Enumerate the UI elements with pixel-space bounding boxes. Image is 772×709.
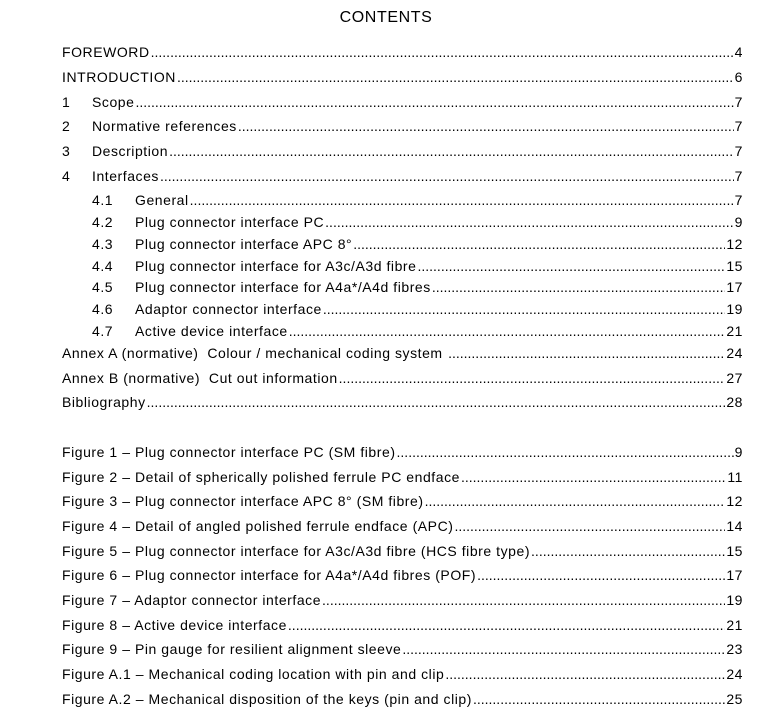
toc-page-number: 12: [726, 236, 743, 252]
figure-entry-label: Figure 9 – Pin gauge for resilient alignment sleeve: [62, 641, 402, 657]
figure-page-number: 19: [726, 592, 743, 608]
dot-leader: [477, 567, 725, 583]
figure-entry-8[interactable]: [62, 617, 743, 635]
toc-page-number: 17: [726, 279, 743, 295]
toc-page-number: 28: [726, 394, 743, 410]
figure-page-number: 11: [727, 469, 743, 485]
dot-leader: [353, 236, 725, 252]
toc-entry-scope[interactable]: [62, 94, 743, 112]
toc-entry-annex-a[interactable]: [62, 345, 743, 363]
toc-page-number: 6: [734, 69, 743, 85]
toc-entry-label: Plug connector interface for A4a*/A4d fibres: [135, 279, 431, 295]
dot-leader: [339, 370, 726, 386]
toc-section-number: 4.2: [92, 214, 114, 230]
toc-entry-label: General: [135, 192, 189, 208]
toc-entry-label: INTRODUCTION: [62, 69, 176, 85]
dot-leader: [454, 518, 725, 534]
figure-entry-label: Figure A.2 – Mechanical disposition of the keys (pin and clip): [62, 691, 472, 707]
toc-page-number: 19: [726, 301, 743, 317]
figure-page-number: 24: [726, 666, 743, 682]
toc-entry-bibliography[interactable]: [62, 394, 743, 412]
dot-leader: [289, 323, 726, 339]
toc-entry-adaptor[interactable]: [92, 301, 743, 319]
figure-page-number: 21: [726, 617, 743, 633]
dot-leader: [177, 69, 734, 85]
toc-section-number: 4.4: [92, 258, 114, 274]
figure-page-number: 25: [726, 691, 743, 707]
figure-page-number: 17: [726, 567, 743, 583]
toc-entry-label: Bibliography: [62, 394, 146, 410]
toc-entry-label: Plug connector interface for A3c/A3d fibre: [135, 258, 417, 274]
figure-entry-5[interactable]: [62, 543, 743, 561]
figure-entry-label: Figure 4 – Detail of angled polished ferrule endface (APC): [62, 518, 454, 534]
toc-entry-label: FOREWORD: [62, 44, 150, 60]
figure-entry-label: Figure 8 – Active device interface: [62, 617, 287, 633]
toc-entry-introduction[interactable]: [62, 69, 743, 87]
toc-section-number: 1: [62, 94, 71, 110]
dot-leader: [473, 691, 725, 707]
figure-entry-4[interactable]: [62, 518, 743, 536]
dot-leader: [238, 118, 734, 134]
figure-page-number: 9: [734, 444, 743, 460]
toc-section-number: 4.1: [92, 192, 114, 208]
figure-entry-9[interactable]: [62, 641, 743, 659]
toc-entry-plug-pc[interactable]: [92, 214, 743, 232]
toc-section-number: 4.7: [92, 323, 114, 339]
dot-leader: [190, 192, 734, 208]
toc-entry-label: Interfaces: [92, 168, 159, 184]
toc-entry-foreword[interactable]: [62, 44, 743, 62]
toc-page-number: 7: [734, 192, 743, 208]
toc-page-number: 7: [734, 168, 743, 184]
toc-entry-plug-apc[interactable]: [92, 236, 743, 254]
dot-leader: [135, 94, 733, 110]
toc-entry-normative-references[interactable]: [62, 118, 743, 136]
dot-leader: [160, 168, 734, 184]
dot-leader: [445, 666, 725, 682]
figure-entry-3[interactable]: [62, 493, 743, 511]
figure-entry-a2[interactable]: [62, 691, 743, 709]
toc-entry-label: Plug connector interface APC 8°: [135, 236, 353, 252]
dot-leader: [147, 394, 726, 410]
dot-leader: [397, 444, 734, 460]
dot-leader: [425, 493, 726, 509]
toc-page-number: 9: [734, 214, 743, 230]
toc-entry-label: Plug connector interface PC: [135, 214, 325, 230]
toc-entry-interfaces[interactable]: [62, 168, 743, 186]
figure-page-number: 15: [726, 543, 743, 559]
dot-leader: [169, 143, 734, 159]
toc-page-number: 15: [726, 258, 743, 274]
toc-page-number: 7: [734, 143, 743, 159]
dot-leader: [402, 641, 725, 657]
dot-leader: [322, 592, 725, 608]
figure-entry-1[interactable]: [62, 444, 743, 462]
dot-leader: [417, 258, 725, 274]
toc-section-number: 4: [62, 168, 71, 184]
figure-entry-2[interactable]: [62, 469, 743, 487]
figure-entry-a1[interactable]: [62, 666, 743, 684]
figure-entry-label: Figure 3 – Plug connector interface APC 8° (SM fibre): [62, 493, 424, 509]
dot-leader: [323, 301, 725, 317]
contents-title: CONTENTS: [339, 9, 433, 26]
figure-page-number: 14: [726, 518, 743, 534]
figure-entry-7[interactable]: [62, 592, 743, 610]
dot-leader: [432, 279, 726, 295]
toc-page-number: 7: [734, 94, 743, 110]
toc-page-number: 21: [726, 323, 743, 339]
dot-leader: [448, 345, 725, 361]
toc-entry-label: Description: [92, 143, 169, 159]
figure-page-number: 12: [726, 493, 743, 509]
figure-entry-label: Figure 5 – Plug connector interface for A3c/A3d fibre (HCS fibre type): [62, 543, 531, 559]
dot-leader: [461, 469, 726, 485]
toc-entry-active-device[interactable]: [92, 323, 743, 341]
toc-entry-plug-a3c[interactable]: [92, 258, 743, 276]
figure-entry-label: Figure 6 – Plug connector interface for A4a*/A4d fibres (POF): [62, 567, 477, 583]
toc-entry-label: Annex A (normative) Colour / mechanical coding system: [62, 345, 448, 361]
toc-entry-description[interactable]: [62, 143, 743, 161]
toc-entry-annex-b[interactable]: [62, 370, 743, 388]
figure-entry-label: Figure 2 – Detail of spherically polished ferrule PC endface: [62, 469, 460, 485]
toc-page-number: 4: [734, 44, 743, 60]
toc-section-number: 2: [62, 118, 71, 134]
toc-section-number: 4.6: [92, 301, 114, 317]
toc-page-number: 7: [734, 118, 743, 134]
toc-entry-label: Adaptor connector interface: [135, 301, 322, 317]
toc-section-number: 4.5: [92, 279, 114, 295]
toc-entry-label: Annex B (normative) Cut out information: [62, 370, 338, 386]
dot-leader: [151, 44, 734, 60]
figure-page-number: 23: [726, 641, 743, 657]
toc-entry-label: Scope: [92, 94, 135, 110]
toc-page-number: 27: [726, 370, 743, 386]
toc-page-number: 24: [726, 345, 743, 361]
toc-entry-label: Active device interface: [135, 323, 288, 339]
dot-leader: [288, 617, 725, 633]
toc-section-number: 4.3: [92, 236, 114, 252]
dot-leader: [325, 214, 733, 230]
figure-entry-label: Figure A.1 – Mechanical coding location with pin and clip: [62, 666, 445, 682]
toc-entry-general[interactable]: [92, 192, 743, 210]
dot-leader: [531, 543, 725, 559]
toc-entry-plug-a4a[interactable]: [92, 279, 743, 297]
toc-entry-label: Normative references: [92, 118, 237, 134]
toc-section-number: 3: [62, 143, 71, 159]
figure-entry-label: Figure 7 – Adaptor connector interface: [62, 592, 322, 608]
figure-entry-label: Figure 1 – Plug connector interface PC (SM fibre): [62, 444, 396, 460]
figure-entry-6[interactable]: [62, 567, 743, 585]
